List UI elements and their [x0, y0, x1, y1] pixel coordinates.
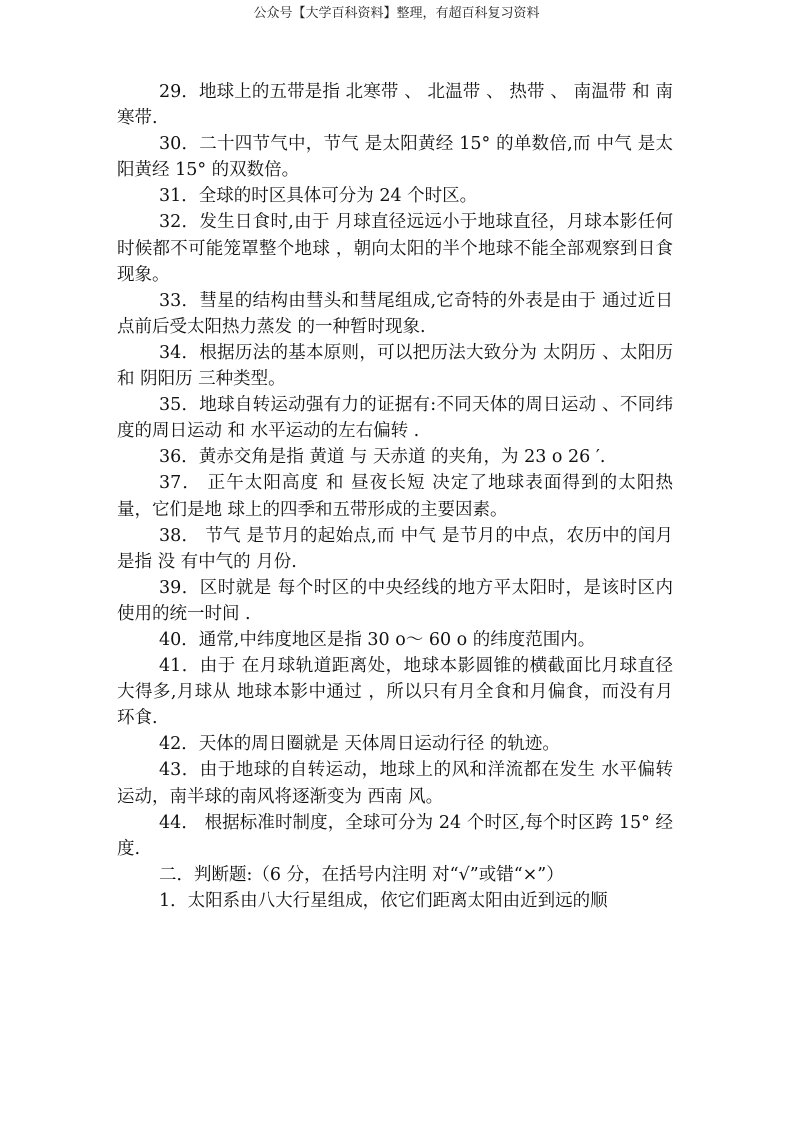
paragraph-q32: 32．发生日食时,由于 月球直径远远小于地球直径，月球本影任何时候都不可能笼罩整个地球 ，朝向太阳的半个地球不能全部观察到日食现象。 — [117, 212, 673, 285]
paragraph-q33: 33．彗星的结构由彗头和彗尾组成,它奇特的外表是由于 通过近日点前后受太阳热力蒸发 的一种暂时现象. — [117, 290, 673, 337]
paragraph-tf-1: 1．太阳系由八大行星组成，依它们距离太阳由近到远的顺 — [159, 890, 608, 911]
paragraph-q40: 40．通常,中纬度地区是指 30 o～ 60 o 的纬度范围内。 — [159, 629, 596, 650]
paragraph-q39: 39．区时就是 每个时区的中央经线的地方平太阳时，是该时区内使用的统一时间 . — [117, 577, 673, 624]
section-heading-true-false: 二．判断题:（6 分，在括号内注明 对“√”或错“×”） — [159, 864, 564, 885]
paragraph-q30: 30．二十四节气中，节气 是太阳黄经 15° 的单数倍,而 中气 是太阳黄经 15° 的双数倍。 — [117, 134, 673, 181]
paragraph-q43: 43．由于地球的自转运动，地球上的风和洋流都在发生 水平偏转 运动，南半球的南风将逐渐变为 西南 风。 — [117, 760, 673, 807]
paragraph-q35: 35．地球自转运动强有力的证据有:不同天体的周日运动 、不同纬度的周日运动 和 水平运动的左右偏转 . — [117, 395, 673, 442]
paragraph-q36: 36．黄赤交角是指 黄道 与 天赤道 的夹角，为 23 o 26 ′. — [159, 447, 606, 468]
paragraph-q42: 42．天体的周日圈就是 天体周日运动行径 的轨迹。 — [159, 734, 560, 755]
paragraph-q34: 34．根据历法的基本原则，可以把历法大致分为 太阴历 、太阳历 和 阴阳历 三种类型。 — [117, 342, 673, 390]
paragraph-q29: 29．地球上的五带是指 北寒带 、 北温带 、 热带 、 南温带 和 南寒带. — [117, 82, 673, 129]
page-header: 公众号【大学百科资料】整理，有超百科复习资料 — [253, 6, 540, 21]
paragraph-q44: 44． 根据标准时制度，全球可分为 24 个时区,每个时区跨 15° 经度. — [117, 812, 673, 859]
paragraph-q31: 31．全球的时区具体可分为 24 个时区。 — [159, 186, 478, 207]
document-body — [117, 79, 673, 914]
paragraph-q38: 38． 节气 是节月的起始点,而 中气 是节月的中点，农历中的闰月是指 没 有中气的 月份. — [117, 525, 673, 572]
paragraph-q37: 37． 正午太阳高度 和 昼夜长短 决定了地球表面得到的太阳热量，它们是地 球上的四季和五带形成的主要因素。 — [117, 473, 673, 520]
paragraph-q41: 41．由于 在月球轨道距离处，地球本影圆锥的横截面比月球直径大得多,月球从 地球本影中通过 ，所以只有月全食和月偏食，而没有月环食. — [117, 656, 673, 729]
